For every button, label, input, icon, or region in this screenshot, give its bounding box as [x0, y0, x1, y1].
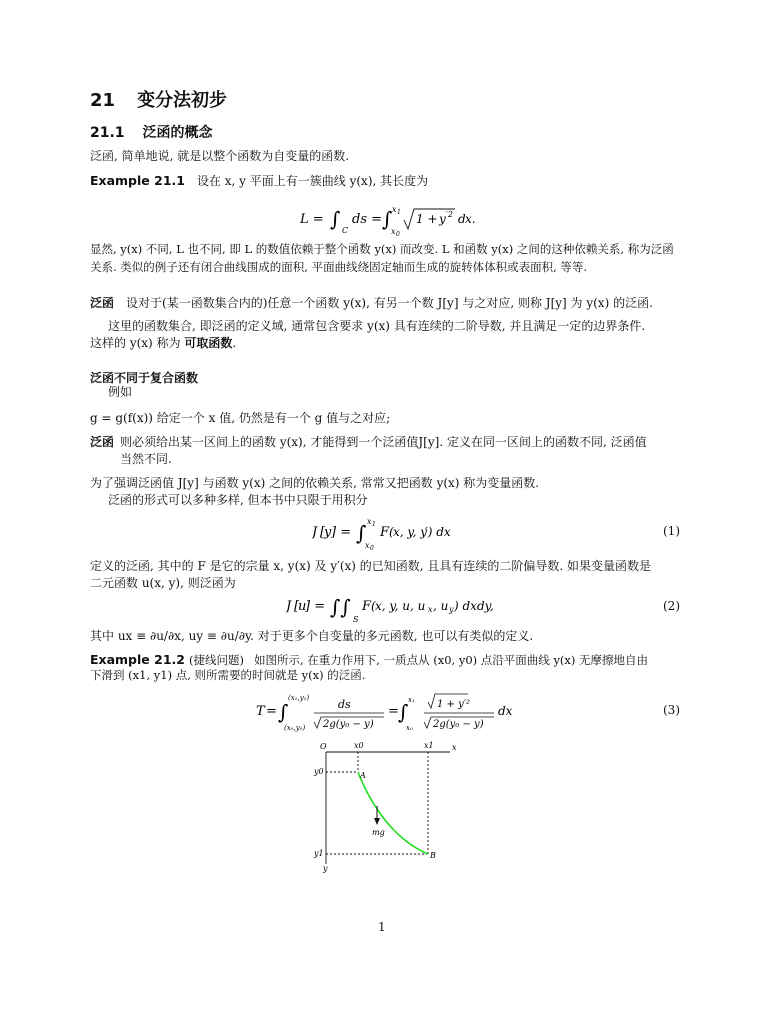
example-1-label: Example 21.1 — [90, 173, 185, 188]
svg-text:∫: ∫ — [398, 700, 409, 724]
paragraph-domain-2 — [90, 335, 680, 352]
svg-text:2g(y₀ − y): 2g(y₀ − y) — [433, 719, 484, 730]
functional-line-text: 则必须给出某一区间上的函数 y(x), 才能得到一个泛函值J[y]. 定义在同一区间上的函数不同, 泛函值 — [120, 435, 647, 449]
paragraph-eq1-2: 二元函数 u(x, y), 则泛函为 — [90, 576, 236, 590]
page — [90, 0, 680, 1024]
label-x: x — [452, 743, 457, 752]
svg-text:x: x — [365, 541, 370, 550]
for-example-text: 例如 — [108, 385, 133, 399]
svg-text:y: y — [439, 212, 446, 226]
example-2-title: (捷线问题) — [188, 653, 244, 667]
svg-text:1: 1 — [397, 209, 401, 216]
svg-text:L =: L = — [300, 212, 324, 227]
svg-text:′2: ′2 — [446, 210, 453, 219]
svg-text:F: F — [362, 599, 372, 614]
example-2-text: 如图所示, 在重力作用下, 一质点从 (x0, y0) 点沿平面曲线 y(x) 无摩擦地自由 — [253, 653, 649, 667]
svg-text:∫: ∫ — [356, 521, 367, 545]
svg-text:x: x — [428, 605, 433, 614]
svg-text:J: J — [312, 525, 318, 540]
page-number: 1 — [378, 920, 386, 934]
svg-text:) dxdy,: ) dxdy, — [454, 599, 494, 613]
svg-text:y: y — [449, 605, 454, 614]
intro-paragraph: 泛函, 简单地说, 就是以整个函数为自变量的函数. — [90, 149, 350, 163]
definition-text: 设对于(某一函数集合内的)任意一个函数 y(x), 有另一个数 J[y] 与之对应, 则称 J[y] 为 y(x) 的泛函. — [126, 296, 653, 310]
svg-text:∫: ∫ — [330, 207, 341, 231]
functional-line-continued: 当然不同. — [120, 452, 172, 466]
paragraph-forms: 泛函的形式可以多种多样, 但本书中只限于用积分 — [108, 493, 368, 507]
svg-text:=: = — [266, 704, 277, 719]
svg-text:(x₁,y₁): (x₁,y₁) — [288, 694, 310, 702]
paragraph-domain-2-pre: 这样的 y(x) 称为 — [90, 336, 185, 350]
admissible-function-term: 可取函数 — [184, 336, 233, 350]
svg-text:C: C — [342, 226, 349, 235]
equation-2-render — [286, 590, 526, 626]
label-origin: O — [320, 742, 327, 751]
section-title: 变分法初步 — [137, 90, 228, 111]
svg-text:d: d — [458, 212, 466, 226]
svg-text:x₁: x₁ — [408, 696, 415, 704]
composite-function-line: g = g(f(x)) 给定一个 x 值, 仍然是有一个 g 值与之对应; — [90, 411, 391, 425]
svg-text:x: x — [367, 517, 372, 526]
svg-text:1: 1 — [372, 521, 376, 528]
label-y: y — [323, 864, 328, 873]
svg-text:x, y, u, u: x, y, u, u — [375, 599, 426, 613]
subsection-number: 21.1 — [90, 125, 125, 141]
svg-text:(x₀,y₀): (x₀,y₀) — [284, 724, 306, 732]
equation-2-number: (2) — [663, 599, 680, 613]
label-y0: y0 — [314, 767, 324, 776]
equation-2-row — [90, 590, 680, 626]
svg-text:ds =: ds = — [352, 212, 383, 227]
equation-1-row — [90, 514, 680, 554]
svg-text:(: ( — [389, 525, 394, 539]
svg-text:dx: dx — [498, 704, 513, 718]
svg-text:x.: x. — [465, 212, 476, 226]
svg-text:[: [ — [294, 599, 300, 614]
example-1 — [90, 172, 680, 190]
svg-text:2g(y₀ − y): 2g(y₀ − y) — [323, 719, 374, 730]
svg-text:, u: , u — [433, 599, 449, 613]
svg-text:0: 0 — [396, 231, 400, 237]
subheading-composite: 泛函不同于复合函数 — [90, 371, 199, 385]
subsection-heading — [90, 123, 213, 143]
paragraph-eq2: 其中 ux ≡ ∂u/∂x, uy ≡ ∂u/∂y. 对于更多个自变量的多元函数, 也可以有类似的定义. — [90, 629, 534, 643]
equation-3-number: (3) — [663, 703, 680, 717]
equation-3-render — [256, 690, 526, 734]
paragraph-after-example-1: 显然, y(x) 不同, L 也不同, 即 L 的数值依赖于整个函数 y(x) 而改变. L 和函数 y(x) 之间的这种依赖关系, 称为泛函关系. 类似的例子还有闭合曲线围成的面积, 平面曲线绕固定轴而生成的旋转体体积或表面积, 等等. — [90, 242, 674, 274]
paragraph-domain-2-post: . — [232, 336, 237, 350]
svg-text:x, y, y: x, y, y — [393, 525, 427, 539]
equation-1-render — [312, 514, 452, 554]
svg-text:y: y — [324, 525, 332, 540]
paragraph-eq1-1: 定义的泛函, 其中的 F 是它的宗量 x, y(x) 及 y′(x) 的已知函数, 且具有连续的二阶偏导数. 如果变量函数是 — [90, 559, 652, 573]
svg-text:F: F — [380, 525, 390, 540]
definition-label: 泛函 — [90, 296, 115, 310]
svg-text:u: u — [298, 599, 307, 614]
svg-text:S: S — [353, 615, 359, 624]
equation-1-number: (1) — [663, 524, 680, 538]
svg-text:] =: ] = — [331, 525, 352, 540]
label-x0: x0 — [354, 741, 364, 750]
svg-text:J: J — [286, 599, 292, 614]
label-y1: y1 — [314, 849, 324, 858]
svg-text:1 +: 1 + — [416, 212, 438, 226]
label-x1: x1 — [424, 741, 434, 750]
brachistochrone-figure — [310, 738, 460, 873]
svg-text:T: T — [256, 704, 265, 719]
label-point-b: B — [430, 851, 436, 860]
label-mg: mg — [372, 828, 385, 837]
equation-length-render — [300, 203, 500, 237]
section-number: 21 — [90, 90, 116, 111]
svg-text:] =: ] = — [305, 599, 326, 614]
svg-text:ds: ds — [338, 698, 351, 711]
svg-text:[: [ — [320, 525, 326, 540]
path-curve — [358, 772, 428, 854]
svg-text:1 + y′²: 1 + y′² — [437, 699, 471, 710]
gravity-arrow-head — [374, 818, 380, 825]
equation-length — [300, 203, 500, 244]
svg-text:∫: ∫ — [382, 207, 393, 231]
equation-3-row — [90, 690, 680, 734]
example-2-label: Example 21.2 — [90, 652, 185, 667]
definition-functional — [90, 295, 680, 312]
svg-text:′) dx: ′) dx — [425, 525, 451, 539]
svg-text:∫: ∫ — [278, 700, 289, 724]
svg-text:0: 0 — [370, 545, 374, 552]
label-point-a: A — [360, 771, 366, 780]
svg-text:x₀: x₀ — [406, 724, 413, 732]
paragraph-variable-function: 为了强调泛函值 J[y] 与函数 y(x) 之间的依赖关系, 常常又把函数 y(x) 称为变量函数. — [90, 476, 540, 490]
paragraph-domain-1: 这里的函数集合, 即泛函的定义域, 通常包含要求 y(x) 具有连续的二阶导数, 并且满足一定的边界条件. — [108, 319, 646, 333]
svg-text:(: ( — [371, 599, 376, 613]
functional-line-label: 泛函 — [90, 435, 115, 449]
example-2-continued: 下滑到 (x1, y1) 点, 则所需要的时间就是 y(x) 的泛函. — [90, 668, 366, 682]
svg-text:x: x — [391, 227, 396, 236]
subsection-title: 泛函的概念 — [142, 125, 213, 141]
svg-text:∫∫: ∫∫ — [330, 595, 351, 619]
example-1-text: 设在 x, y 平面上有一簇曲线 y(x), 其长度为 — [196, 174, 429, 188]
section-heading — [90, 88, 227, 114]
functional-line — [90, 434, 680, 451]
svg-text:x: x — [392, 205, 397, 214]
svg-text:=: = — [388, 704, 399, 719]
